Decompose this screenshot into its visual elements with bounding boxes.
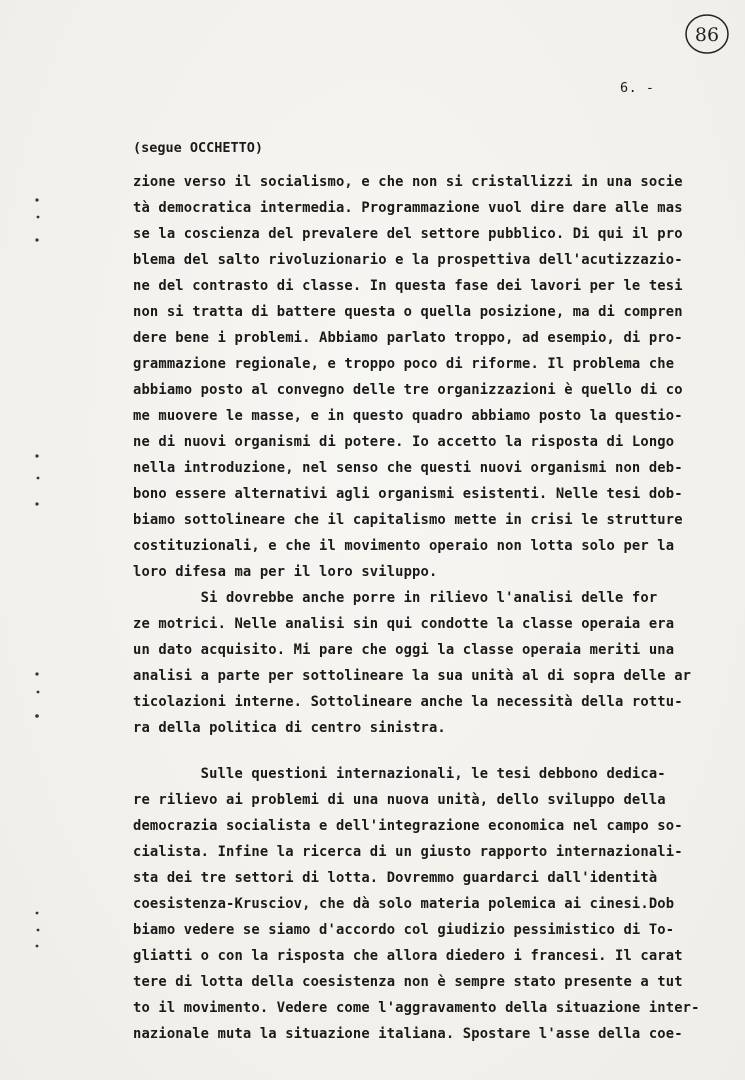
- text-line: bono essere alternativi agli organismi esistenti. Nelle tesi dob-: [133, 486, 683, 502]
- text-line: nazionale muta la situazione italiana. Spostare l'asse della coe-: [133, 1026, 683, 1042]
- text-line: to il movimento. Vedere come l'aggravamento della situazione inter-: [133, 1000, 700, 1016]
- margin-dot: [35, 454, 38, 457]
- text-line: me muovere le masse, e in questo quadro abbiamo posto la questio-: [133, 408, 683, 424]
- text-line: biamo sottolineare che il capitalismo mette in crisi le strutture: [133, 512, 683, 528]
- paragraph: [133, 169, 723, 741]
- margin-dot: [37, 216, 40, 219]
- margin-dot: [35, 502, 38, 505]
- text-line: blema del salto rivoluzionario e la prospettiva dell'acutizzazio-: [133, 252, 683, 268]
- stamp-number: 86: [694, 24, 720, 46]
- text-line: gliatti o con la risposta che allora diedero i francesi. Il carat: [133, 948, 683, 964]
- text-line: re rilievo ai problemi di una nuova unità, dello sviluppo della: [133, 792, 666, 808]
- text-line: cialista. Infine la ricerca di un giusto rapporto internazionali-: [133, 844, 683, 860]
- body-text: [133, 169, 723, 1047]
- text-line: loro difesa ma per il loro sviluppo.: [133, 564, 438, 580]
- margin-dot: [36, 912, 39, 915]
- text-line: ze motrici. Nelle analisi sin qui condotte la classe operaia era: [133, 616, 675, 632]
- circled-number-stamp: [683, 12, 731, 56]
- margin-dot: [37, 477, 40, 480]
- text-line: non si tratta di battere questa o quella posizione, ma di compren: [133, 304, 683, 320]
- text-line: grammazione regionale, e troppo poco di riforme. Il problema che: [133, 356, 675, 372]
- speaker-header: (segue OCCHETTO): [133, 140, 264, 156]
- text-line: democrazia socialista e dell'integrazione economica nel campo so-: [133, 818, 683, 834]
- text-line: coesistenza-Krusciov, che dà solo materia polemica ai cinesi.Dob: [133, 896, 675, 912]
- text-line: ne del contrasto di classe. In questa fase dei lavori per le tesi: [133, 278, 683, 294]
- text-line: nella introduzione, nel senso che questi nuovi organismi non deb-: [133, 460, 683, 476]
- text-line: analisi a parte per sottolineare la sua unità al di sopra delle ar: [133, 668, 692, 684]
- text-line: zione verso il socialismo, e che non si cristallizzi in una socie: [133, 174, 683, 190]
- text-line: costituzionali, e che il movimento operaio non lotta solo per la: [133, 538, 675, 554]
- text-line: abbiamo posto al convegno delle tre organizzazioni è quello di co: [133, 382, 683, 398]
- paragraph: [133, 761, 723, 1047]
- text-line: ne di nuovi organismi di potere. Io accetto la risposta di Longo: [133, 434, 675, 450]
- margin-dot: [36, 945, 39, 948]
- text-line: dere bene i problemi. Abbiamo parlato troppo, ad esempio, di pro-: [133, 330, 683, 346]
- text-line: se la coscienza del prevalere del settore pubblico. Di qui il pro: [133, 226, 683, 242]
- text-line: tà democratica intermedia. Programmazione vuol dire dare alle mas: [133, 200, 683, 216]
- margin-dot: [35, 198, 38, 201]
- text-line: Sulle questioni internazionali, le tesi debbono dedica-: [133, 766, 666, 782]
- margin-dot: [37, 929, 40, 932]
- margin-dot: [35, 672, 38, 675]
- margin-dot: [37, 691, 40, 694]
- text-line: Si dovrebbe anche porre in rilievo l'analisi delle for: [133, 590, 658, 606]
- text-line: biamo vedere se siamo d'accordo col giudizio pessimistico di To-: [133, 922, 675, 938]
- text-line: un dato acquisito. Mi pare che oggi la classe operaia meriti una: [133, 642, 675, 658]
- text-line: sta dei tre settori di lotta. Dovremmo guardarci dall'identità: [133, 870, 658, 886]
- text-line: tere di lotta della coesistenza non è sempre stato presente a tut: [133, 974, 683, 990]
- archive-stamp: [683, 12, 731, 56]
- text-line: ticolazioni interne. Sottolineare anche la necessità della rottu-: [133, 694, 683, 710]
- text-line: ra della politica di centro sinistra.: [133, 720, 446, 736]
- page-number: 6. -: [620, 80, 655, 96]
- margin-dot: [35, 714, 39, 718]
- margin-dot: [35, 238, 38, 241]
